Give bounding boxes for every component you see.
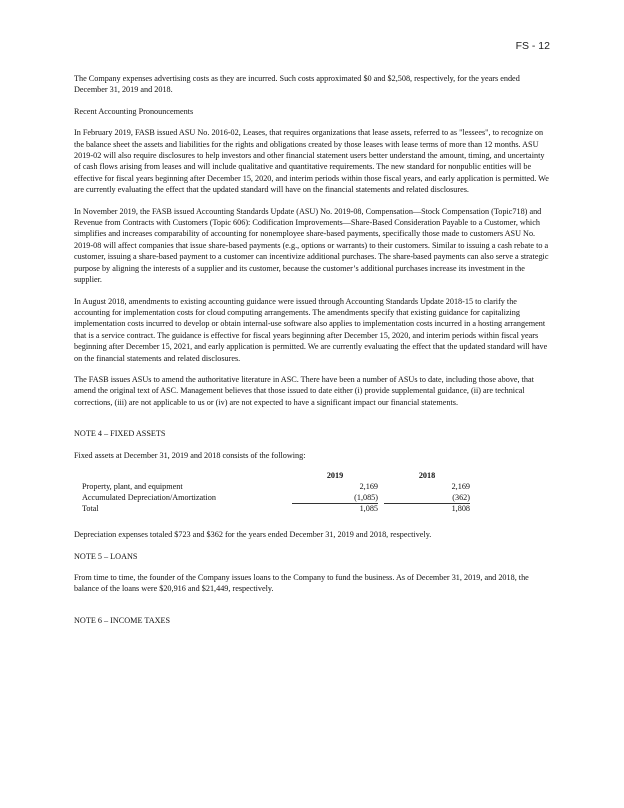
column-header-2018: 2018 (418, 470, 436, 480)
table-row (78, 482, 470, 493)
row-value-2019: 2,169 (359, 481, 378, 491)
pronouncement-paragraph-asu-2018-15: In August 2018, amendments to existing accounting guidance were issued through Accounting Standards Update 2018-15 to clarify the accounting for implementation costs for cloud computing arrangements. The amendments specify that existing guidance for capitalizing implementation costs incurred to develop or obtain internal-use software also applies to implementation costs incurred in a hosting arrangement that is a service contract. The guidance is effective for fiscal years beginning after December 15, 2020, and interim periods within fiscal years beginning after December 15, 2021, and early application is permitted. We are currently evaluating the effect that the updated standard will have on the financial statements and related disclosures. (74, 296, 548, 363)
depreciation-paragraph: Depreciation expenses totaled $723 and $362 for the years ended December 31, 2019 and 2018, respectively. (74, 530, 432, 540)
table-header-row (78, 471, 470, 482)
row-label: Accumulated Depreciation/Amortization (82, 492, 216, 502)
fixed-assets-table (78, 471, 470, 515)
pronouncement-paragraph-leases: In February 2019, FASB issued ASU No. 2016-02, Leases, that requires organizations that lease assets, referred to as "lessees", to recognize on the balance sheet the assets and liabilities for the rights and obligations created by those leases with lease terms of more than 12 months. ASU 2019-02 will also require disclosures to help investors and other financial statement users better understand the amount, timing, and uncertainty of cash flows arising from leases and will include qualitative and quantitative requirements. The new standard for nonpublic entities will be effective for fiscal years beginning after December 15, 2020, and interim periods within those fiscal years, and early application is permitted. We are currently evaluating the effect that the updated standard will have on the financial statements and related disclosures. (74, 128, 549, 195)
total-label: Total (82, 504, 99, 514)
pronouncement-paragraph-asc-summary: The FASB issues ASUs to amend the authoritative literature in ASC. There have been a number of ASUs to date, including those above, that amend the original text of ASC. Management believes that those issued to date either (i) provide supplemental guidance, (ii) are technical corrections, (iii) are not applicable to us or (iv) are not expected to have a significant impact our financial statements. (74, 374, 534, 407)
note-4-heading: NOTE 4 – FIXED ASSETS (74, 429, 166, 439)
total-value-2018: 1,808 (451, 504, 470, 514)
page-number: FS - 12 (515, 40, 550, 52)
pronouncement-paragraph-asu-2019-08: In November 2019, the FASB issued Accounting Standards Update (ASU) No. 2019-08, Compensation—Stock Compensation (Topic718) and Revenue from Contracts with Customers (Topic 606): Codification Improvements—Share-Based Consideration Payable to a Customer, which simplifies and increases comparability of accounting for nonemployee share-based payments, specifically those made to customers ASU No. 2019-08 will affect companies that issue share-based payments (e.g., options or warrants) to their customers. Similar to issuing a cash rebate to a customer, issuing a share-based payment to a customer can incentivize additional purchases. The share-based payments can also serve a strategic purpose by aligning the interests of a supplier and its customer, because the customer’s additional purchases increase its investment in the supplier. (74, 206, 549, 285)
row-value-2018: (362) (384, 493, 470, 504)
row-label: Property, plant, and equipment (82, 481, 183, 491)
note-6-heading: NOTE 6 – INCOME TAXES (74, 615, 171, 625)
total-value-2019: 1,085 (359, 504, 378, 514)
note-4-intro: Fixed assets at December 31, 2019 and 2018 consists of the following: (74, 450, 306, 460)
note-5-heading: NOTE 5 – LOANS (74, 551, 138, 561)
recent-pronouncements-heading: Recent Accounting Pronouncements (74, 106, 194, 116)
row-value-2019: (1,085) (292, 493, 378, 504)
document-body (74, 73, 552, 636)
table-row (78, 493, 470, 504)
note-5-body: From time to time, the founder of the Company issues loans to the Company to fund the business. As of December 31, 2019, and 2018, the balance of the loans were $20,916 and $21,449, respectively. (74, 572, 529, 594)
table-total-row (78, 504, 470, 515)
row-value-2018: 2,169 (451, 481, 470, 491)
advertising-paragraph: The Company expenses advertising costs as they are incurred. Such costs approximated $0 and $2,508, respectively, for the years ended December 31, 2019 and 2018. (74, 74, 520, 95)
column-header-2019: 2019 (326, 470, 344, 480)
